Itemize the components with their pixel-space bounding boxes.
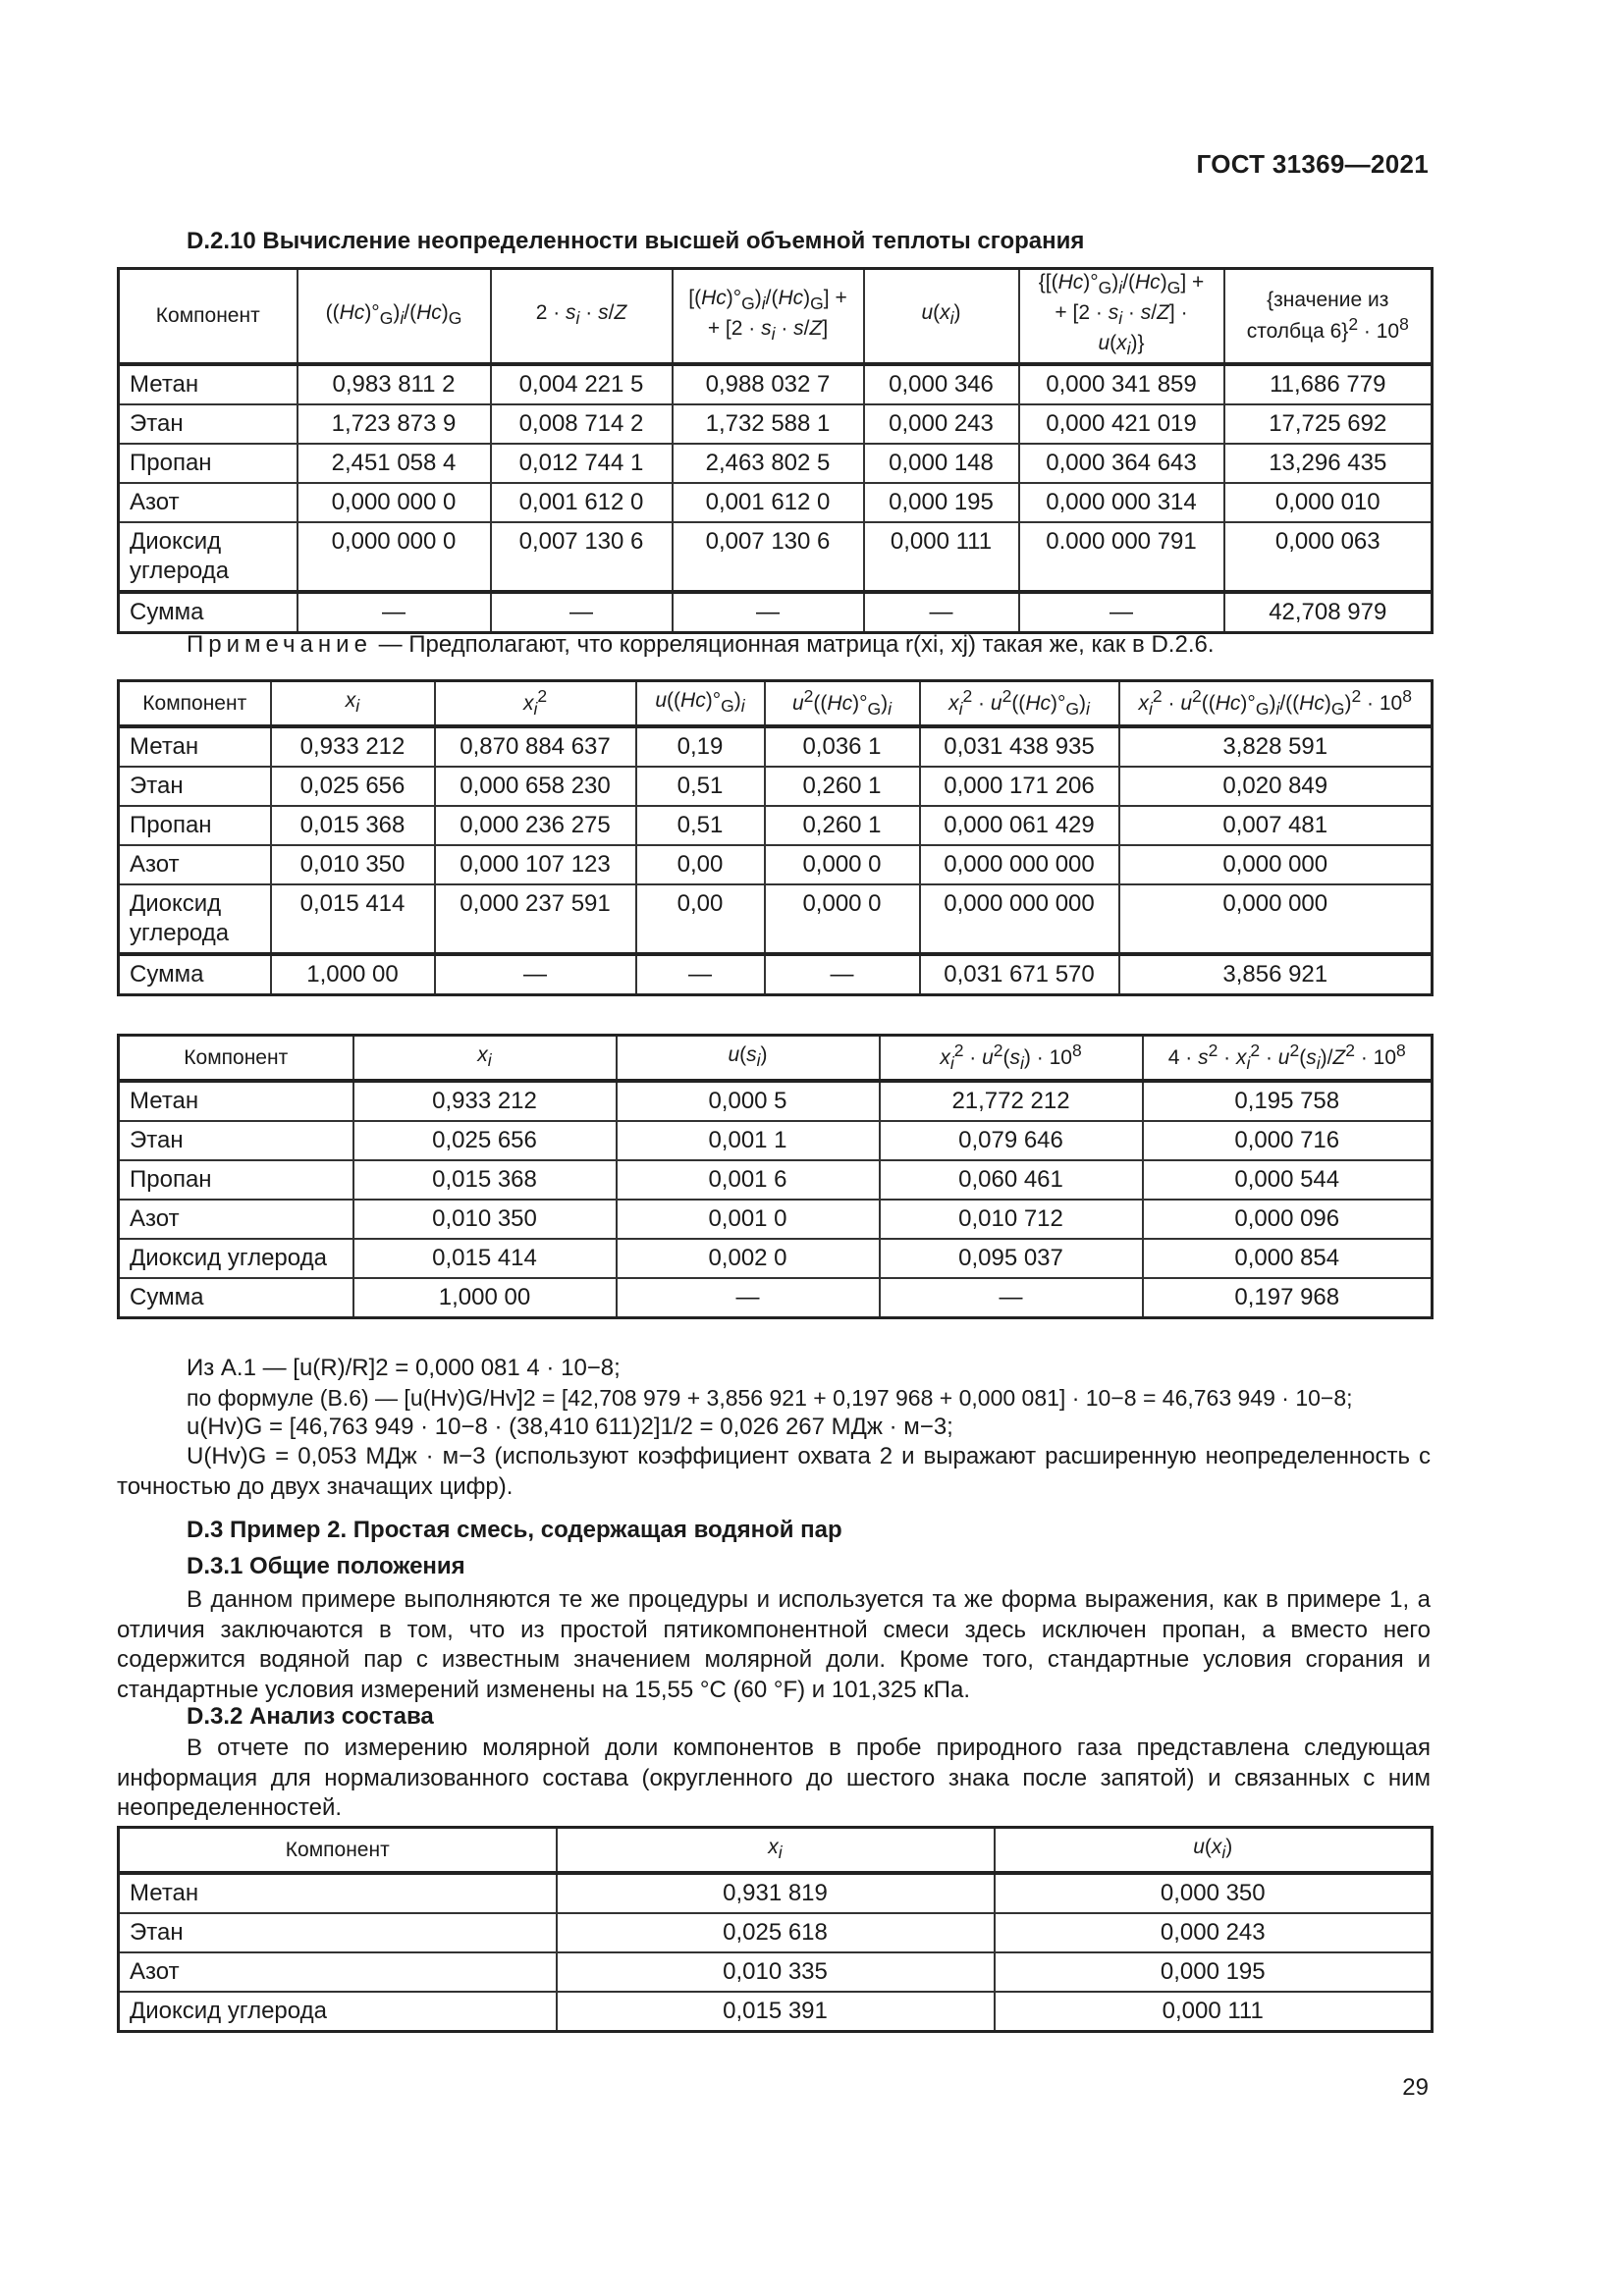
cell: 0,51: [636, 806, 765, 845]
col-header: $2 \cdot s_i \cdot s/Z$: [491, 269, 673, 364]
col-header: $u(x_i)$: [995, 1828, 1433, 1873]
cell: 0,00: [636, 884, 765, 954]
table-row: [119, 1160, 1433, 1200]
cell: 17,725 692: [1224, 404, 1433, 444]
cell: 0,025 656: [353, 1121, 617, 1160]
col-header: Компонент: [119, 1828, 557, 1873]
table-row: [119, 1952, 1433, 1992]
table-row: [119, 1121, 1433, 1160]
standard-header: ГОСТ 31369—2021: [1196, 149, 1429, 179]
cell: 0,007 130 6: [673, 522, 864, 592]
cell: 0,000 148: [864, 444, 1019, 483]
cell: 0,000 107 123: [435, 845, 636, 884]
cell: 0,000 000: [1119, 884, 1433, 954]
col-header: $x_i$: [353, 1036, 617, 1081]
cell: 0,004 221 5: [491, 364, 673, 404]
section-d210-title: D.2.10 Вычисление неопределенности высшей объемной теплоты сгорания: [187, 228, 1085, 254]
cell: 0,010 335: [557, 1952, 995, 1992]
cell: 0,988 032 7: [673, 364, 864, 404]
cell: Пропан: [119, 806, 271, 845]
cell: 0,000 010: [1224, 483, 1433, 522]
table-row: [119, 364, 1433, 404]
cell: 0,015 391: [557, 1992, 995, 2032]
col-header: {значение из столбца $6\}^2 \cdot 10^8$: [1224, 269, 1433, 364]
cell: 0,983 811 2: [298, 364, 491, 404]
col-header: $x_i^2$: [435, 681, 636, 726]
cell: —: [491, 592, 673, 633]
col-header: $\{[(Hc)^\circ_G)_i/(Hc)_G]$ + + $[2 \cdot s_i \cdot s/Z] \cdot u(x_i)$}: [1019, 269, 1224, 364]
cell: Азот: [119, 1952, 557, 1992]
cell: 0,010 350: [353, 1200, 617, 1239]
cell: 0,000 000: [1119, 845, 1433, 884]
formula-line-4: U(Hv)G = 0,053 МДж · м−3 (используют коэффициент охвата 2 и выражают расширенную неопределенность с точностью до двух значащих цифр).: [117, 1443, 1431, 1500]
cell: —: [864, 592, 1019, 633]
cell: 0,195 758: [1143, 1081, 1433, 1121]
col-header: $u(x_i)$: [864, 269, 1019, 364]
col-header: Компонент: [119, 1036, 353, 1081]
table-row: [119, 767, 1433, 806]
cell: 1,000 00: [271, 954, 435, 995]
cell: 0,000 350: [995, 1873, 1433, 1913]
cell: 0,001 0: [617, 1200, 880, 1239]
cell: 0,931 819: [557, 1873, 995, 1913]
cell: 0,870 884 637: [435, 726, 636, 767]
cell: 0,000 000 314: [1019, 483, 1224, 522]
table-row-total: [119, 592, 1433, 633]
cell: 0,007 481: [1119, 806, 1433, 845]
cell: 0,031 671 570: [920, 954, 1119, 995]
table-row-total: [119, 1278, 1433, 1318]
table-note: [117, 630, 1431, 661]
cell: —: [636, 954, 765, 995]
table-heat-values: [117, 679, 1434, 996]
col-header: $x_i^2 \cdot u^2((Hc)^\circ_G)_i$: [920, 681, 1119, 726]
note-text: — Предполагают, что корреляционная матрица r(xi, xj) такая же, как в D.2.6.: [371, 631, 1215, 658]
table-row-total: [119, 954, 1433, 995]
table-row: [119, 845, 1433, 884]
cell: 0,000 000 0: [298, 483, 491, 522]
table-row: [119, 1992, 1433, 2032]
cell: 3,856 921: [1119, 954, 1433, 995]
cell: Азот: [119, 1200, 353, 1239]
col-header: $u(s_i)$: [617, 1036, 880, 1081]
cell: 0,000 061 429: [920, 806, 1119, 845]
cell: Этан: [119, 1913, 557, 1952]
cell: 0,000 346: [864, 364, 1019, 404]
cell: 11,686 779: [1224, 364, 1433, 404]
cell: 0,036 1: [765, 726, 920, 767]
col-header: $((Hc)^\circ_G)_i/(Hc)_G$: [298, 269, 491, 364]
col-header: $x_i$: [271, 681, 435, 726]
cell: 0,015 414: [271, 884, 435, 954]
cell: 0,000 111: [864, 522, 1019, 592]
cell: 1,000 00: [353, 1278, 617, 1318]
cell: Азот: [119, 845, 271, 884]
cell: 0,000 243: [864, 404, 1019, 444]
cell: —: [880, 1278, 1143, 1318]
cell: 0,031 438 935: [920, 726, 1119, 767]
cell: 21,772 212: [880, 1081, 1143, 1121]
cell: 0,000 5: [617, 1081, 880, 1121]
cell: Пропан: [119, 1160, 353, 1200]
cell: 0,079 646: [880, 1121, 1143, 1160]
formula-line-1: Из A.1 — [u(R)/R]2 = 0,000 081 4 · 10−8;: [187, 1355, 621, 1381]
cell: —: [1019, 592, 1224, 633]
cell: 1,732 588 1: [673, 404, 864, 444]
table-row: [119, 483, 1433, 522]
section-d32-title: D.3.2 Анализ состава: [187, 1703, 434, 1730]
cell: 0,008 714 2: [491, 404, 673, 444]
cell: 0,002 0: [617, 1239, 880, 1278]
cell: Этан: [119, 404, 298, 444]
table-row: [119, 884, 1433, 954]
cell: 0,000 000 0: [298, 522, 491, 592]
table-row: [119, 444, 1433, 483]
cell: 0,001 612 0: [491, 483, 673, 522]
cell: 0,000 854: [1143, 1239, 1433, 1278]
cell: 0,025 618: [557, 1913, 995, 1952]
cell: 0,000 341 859: [1019, 364, 1224, 404]
cell: 0,015 368: [271, 806, 435, 845]
col-header: Компонент: [119, 681, 271, 726]
cell: —: [617, 1278, 880, 1318]
cell: 0,001 6: [617, 1160, 880, 1200]
col-header: $x_i^2 \cdot u^2((Hc)^\circ_G)_i/((Hc)_G)^2 \cdot 10^8$: [1119, 681, 1433, 726]
table-row: [119, 726, 1433, 767]
table-row: [119, 1200, 1433, 1239]
table-row: [119, 1239, 1433, 1278]
cell: 0,19: [636, 726, 765, 767]
cell: Диоксид углерода: [119, 1239, 353, 1278]
cell: 0,000 658 230: [435, 767, 636, 806]
cell: 0,000 195: [995, 1952, 1433, 1992]
cell: 0,51: [636, 767, 765, 806]
section-d31-title: D.3.1 Общие положения: [187, 1553, 465, 1579]
cell: 0,012 744 1: [491, 444, 673, 483]
cell: 0,000 111: [995, 1992, 1433, 2032]
cell: 0,010 350: [271, 845, 435, 884]
table-factor-uncertainty: [117, 1034, 1434, 1319]
section-d32-text: В отчете по измерению молярной доли компонентов в пробе природного газа представлена следующая информация для нормализованного состава (округленного до шестого знака после запятой) и связанных с ним неопределенностей.: [117, 1735, 1431, 1821]
cell: 0,000 544: [1143, 1160, 1433, 1200]
formula-line-3: u(Hv)G = [46,763 949 · 10−8 · (38,410 611)2]1/2 = 0,026 267 МДж · м−3;: [187, 1414, 953, 1440]
cell: 0,000 195: [864, 483, 1019, 522]
cell: 0,020 849: [1119, 767, 1433, 806]
cell: 0,015 414: [353, 1239, 617, 1278]
table-row: [119, 1873, 1433, 1913]
cell: 0,933 212: [353, 1081, 617, 1121]
col-header: $u^2((Hc)^\circ_G)_i$: [765, 681, 920, 726]
table-row: [119, 1081, 1433, 1121]
cell: Метан: [119, 726, 271, 767]
cell: 0,000 421 019: [1019, 404, 1224, 444]
cell: 3,828 591: [1119, 726, 1433, 767]
cell: 0,015 368: [353, 1160, 617, 1200]
cell: Диоксид углерода: [119, 884, 271, 954]
table-row: [119, 1913, 1433, 1952]
cell: Этан: [119, 1121, 353, 1160]
section-d31-text: В данном примере выполняются те же процедуры и используется та же форма выражения, как в примере 1, а отличия заключаются в том, что из простой пятикомпонентной смеси здесь исключен пропан, а вместо него содержится водяной пар с известным значением молярной доли. Кроме того, стандартные условия сгорания и стандартные условия измерений изменены на 15,55 °С (60 °F) и 101,325 кПа.: [117, 1586, 1431, 1703]
cell: Метан: [119, 1873, 557, 1913]
cell: 0,095 037: [880, 1239, 1143, 1278]
col-header: $x_i$: [557, 1828, 995, 1873]
cell: 2,463 802 5: [673, 444, 864, 483]
note-label: Примечание: [187, 631, 372, 658]
cell: 0,001 612 0: [673, 483, 864, 522]
cell: 0,197 968: [1143, 1278, 1433, 1318]
col-header: $[(Hc)^\circ_G)_i/(Hc)_G$] + + $[2 \cdot s_i \cdot s/Z]$: [673, 269, 864, 364]
cell: Метан: [119, 1081, 353, 1121]
cell: 0,00: [636, 845, 765, 884]
cell: 0,000 716: [1143, 1121, 1433, 1160]
cell: 0,000 364 643: [1019, 444, 1224, 483]
cell: 0,000 000 000: [920, 845, 1119, 884]
table-row: [119, 522, 1433, 592]
col-header: $4 \cdot s^2 \cdot x_i^2 \cdot u^2(s_i)/Z^2 \cdot 10^8$: [1143, 1036, 1433, 1081]
cell: 0,007 130 6: [491, 522, 673, 592]
cell: 0,000 171 206: [920, 767, 1119, 806]
cell: 1,723 873 9: [298, 404, 491, 444]
cell: 0.000 000 791: [1019, 522, 1224, 592]
cell: Азот: [119, 483, 298, 522]
col-header: Компонент: [119, 269, 298, 364]
cell: 0,000 063: [1224, 522, 1433, 592]
cell: 0,060 461: [880, 1160, 1143, 1200]
formula-line-2: по формуле (B.6) — [u(Hv)G/Hv]2 = [42,708 979 + 3,856 921 + 0,197 968 + 0,000 081] · 10−8 = 46,763 949 · 10−8;: [187, 1385, 1353, 1411]
cell: Этан: [119, 767, 271, 806]
cell: 2,451 058 4: [298, 444, 491, 483]
cell: 0,010 712: [880, 1200, 1143, 1239]
cell: —: [298, 592, 491, 633]
table-row: [119, 404, 1433, 444]
cell: 0,260 1: [765, 767, 920, 806]
cell: —: [765, 954, 920, 995]
cell: —: [435, 954, 636, 995]
cell: —: [673, 592, 864, 633]
cell: 0,000 243: [995, 1913, 1433, 1952]
cell: 0,025 656: [271, 767, 435, 806]
cell: Метан: [119, 364, 298, 404]
col-header: $x_i^2 \cdot u^2(s_i) \cdot 10^8$: [880, 1036, 1143, 1081]
cell: Сумма: [119, 1278, 353, 1318]
page-number: 29: [1402, 2074, 1429, 2101]
cell: 0,000 0: [765, 884, 920, 954]
cell: 0,260 1: [765, 806, 920, 845]
cell: Сумма: [119, 954, 271, 995]
cell: Сумма: [119, 592, 298, 633]
cell: 0,933 212: [271, 726, 435, 767]
cell: 13,296 435: [1224, 444, 1433, 483]
cell: 0,001 1: [617, 1121, 880, 1160]
table-row: [119, 806, 1433, 845]
table-composition: [117, 1826, 1434, 2033]
cell: Диоксид углерода: [119, 522, 298, 592]
cell: 0,000 000 000: [920, 884, 1119, 954]
cell: Диоксид углерода: [119, 1992, 557, 2032]
cell: 0,000 0: [765, 845, 920, 884]
cell: 0,000 096: [1143, 1200, 1433, 1239]
cell: 42,708 979: [1224, 592, 1433, 633]
cell: 0,000 237 591: [435, 884, 636, 954]
cell: 0,000 236 275: [435, 806, 636, 845]
table-heat-uncertainty: [117, 267, 1434, 634]
col-header: $u((Hc)^\circ_G)_i$: [636, 681, 765, 726]
cell: Пропан: [119, 444, 298, 483]
section-d3-title: D.3 Пример 2. Простая смесь, содержащая водяной пар: [187, 1517, 842, 1543]
